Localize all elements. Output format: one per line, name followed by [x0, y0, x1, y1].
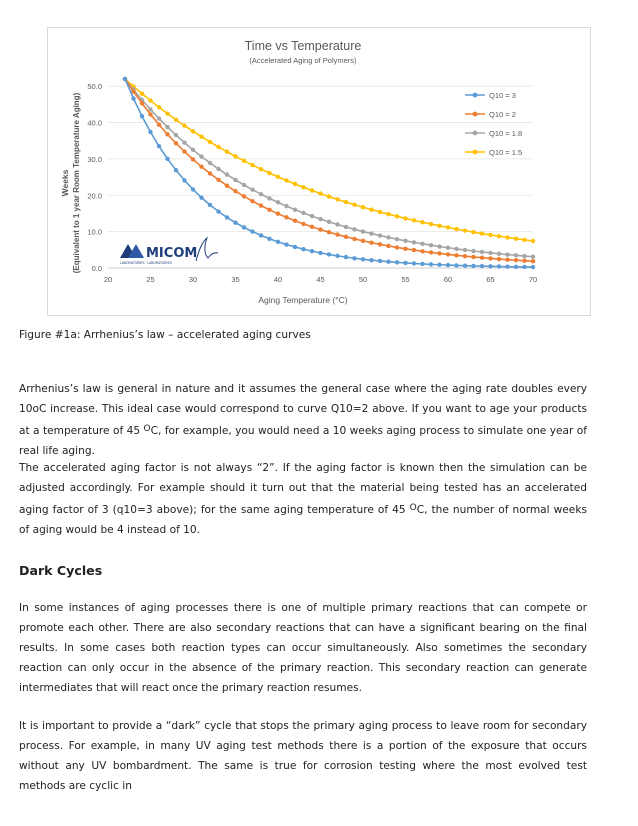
degree-symbol: O: [143, 424, 151, 434]
data-point: [369, 240, 373, 244]
data-point: [454, 227, 458, 231]
data-point: [293, 207, 297, 211]
data-point: [174, 168, 178, 172]
data-point: [233, 154, 237, 158]
data-point: [157, 144, 161, 148]
y-tick-label: 30.0: [87, 154, 102, 164]
data-point: [531, 239, 535, 243]
data-point: [369, 207, 373, 211]
data-point: [250, 163, 254, 167]
data-point: [174, 133, 178, 137]
y-axis-label: Weeks: [60, 169, 70, 197]
x-axis-label: Aging Temperature (°C): [258, 295, 348, 305]
data-point: [352, 227, 356, 231]
data-point: [165, 132, 169, 136]
y-tick-label: 0.0: [91, 264, 102, 273]
data-point: [395, 260, 399, 264]
data-point: [199, 135, 203, 139]
data-point: [386, 244, 390, 248]
data-point: [267, 237, 271, 241]
data-point: [318, 217, 322, 221]
y-tick-label: 20.0: [87, 191, 102, 201]
data-point: [148, 107, 152, 111]
data-point: [514, 258, 518, 262]
data-point: [497, 252, 501, 256]
y-tick-label: 50.0: [87, 82, 102, 92]
x-tick-label: 60: [443, 275, 453, 284]
data-point: [471, 264, 475, 268]
figure-caption: Figure #1a: Arrhenius’s law – accelerated aging curves: [19, 329, 311, 341]
data-point: [225, 183, 229, 187]
data-point: [293, 245, 297, 249]
x-tick-label: 55: [401, 275, 410, 284]
data-point: [412, 240, 416, 244]
data-point: [276, 240, 280, 244]
data-point: [420, 242, 424, 246]
data-point: [259, 233, 263, 237]
data-point: [335, 232, 339, 236]
data-point: [378, 233, 382, 237]
data-point: [369, 258, 373, 262]
data-point: [327, 252, 331, 256]
paragraph-text: C, for example, you would need a 10 weeks aging process to simulate one year of real life aging.: [19, 425, 587, 457]
data-point: [352, 256, 356, 260]
data-point: [284, 178, 288, 182]
degree-symbol: O: [409, 503, 417, 513]
data-point: [148, 98, 152, 102]
data-point: [259, 192, 263, 196]
data-point: [250, 199, 254, 203]
data-point: [335, 222, 339, 226]
data-point: [488, 264, 492, 268]
data-point: [344, 235, 348, 239]
data-point: [446, 225, 450, 229]
data-point: [386, 235, 390, 239]
data-point: [284, 204, 288, 208]
data-point: [505, 252, 509, 256]
x-tick-label: 20: [103, 275, 113, 284]
logo-subtext: LABORATORIES · LABORATOIRES: [120, 261, 172, 265]
data-point: [463, 254, 467, 258]
paragraph-arrhenius: [19, 379, 587, 461]
data-point: [522, 238, 526, 242]
chart-container: [47, 27, 591, 316]
data-point: [335, 197, 339, 201]
data-point: [216, 145, 220, 149]
data-point: [361, 229, 365, 233]
paragraph-text: Arrhenius’s law is general in nature and it assumes the general case where the aging rate doubles every 10oC increase. This ideal case would correspond to curve Q10=2 above. If you want to age your products at a temperature of 45: [19, 383, 587, 437]
data-point: [361, 205, 365, 209]
data-point: [488, 256, 492, 260]
data-point: [378, 242, 382, 246]
data-point: [216, 178, 220, 182]
data-point: [284, 242, 288, 246]
data-point: [403, 216, 407, 220]
data-point: [522, 254, 526, 258]
chart-subtitle: (Accelerated Aging of Polymers): [249, 56, 357, 65]
data-point: [429, 250, 433, 254]
data-point: [208, 203, 212, 207]
data-point: [301, 185, 305, 189]
data-point: [327, 194, 331, 198]
data-point: [505, 264, 509, 268]
data-point: [174, 141, 178, 145]
data-point: [505, 235, 509, 239]
data-point: [429, 262, 433, 266]
series-line: [125, 79, 533, 267]
data-point: [199, 164, 203, 168]
data-point: [242, 225, 246, 229]
time-vs-temperature-chart: [48, 28, 590, 315]
data-point: [267, 196, 271, 200]
data-point: [157, 122, 161, 126]
y-axis-sublabel: (Equivalent to 1 year Room Temperature Aging): [72, 92, 81, 274]
data-point: [157, 116, 161, 120]
data-point: [182, 178, 186, 182]
paragraph-text: The accelerated aging factor is not always “2”. If the aging factor is known then the simulation can be adjusted accordingly. For example should it turn out that the material being tested has an accelerated aging factor of 3 (q10=3 above); for the same aging temperature of 45: [19, 462, 587, 516]
data-point: [386, 212, 390, 216]
paragraph-dark-cycle-importance: It is important to provide a “dark” cycle that stops the primary aging process to leave room for secondary process. For example, in many UV aging test methods there is a portion of the exposure that occurs without any UV bombardment. The same is true for corrosion testing where the most evolved test methods are cyclic in: [19, 720, 587, 792]
legend-swatch-marker: [473, 93, 478, 98]
data-point: [471, 230, 475, 234]
data-point: [463, 263, 467, 267]
data-point: [412, 261, 416, 265]
section-heading: Dark Cycles: [19, 563, 103, 578]
data-point: [344, 225, 348, 229]
data-point: [514, 265, 518, 269]
data-point: [182, 123, 186, 127]
data-point: [310, 188, 314, 192]
data-point: [310, 249, 314, 253]
legend-swatch-marker: [473, 112, 478, 117]
data-point: [497, 264, 501, 268]
data-point: [403, 247, 407, 251]
data-point: [301, 222, 305, 226]
data-point: [301, 211, 305, 215]
data-point: [327, 220, 331, 224]
paragraph-aging-factor: [19, 458, 587, 540]
data-point: [199, 154, 203, 158]
data-point: [284, 215, 288, 219]
data-point: [250, 187, 254, 191]
paragraph-text: C, the number of normal weeks of aging would be 4 instead of 10.: [19, 504, 587, 536]
data-point: [420, 220, 424, 224]
data-point: [259, 167, 263, 171]
data-point: [216, 209, 220, 213]
data-point: [157, 105, 161, 109]
legend-label: Q10 = 2: [489, 110, 516, 119]
data-point: [165, 111, 169, 115]
legend-label: Q10 = 3: [489, 91, 516, 100]
data-point: [437, 244, 441, 248]
data-point: [276, 200, 280, 204]
data-point: [208, 161, 212, 165]
data-point: [242, 183, 246, 187]
data-point: [531, 259, 535, 263]
data-point: [250, 229, 254, 233]
logo-signature-icon: [196, 238, 218, 261]
data-point: [420, 262, 424, 266]
data-point: [225, 172, 229, 176]
data-point: [378, 210, 382, 214]
legend-swatch-marker: [473, 150, 478, 155]
data-point: [497, 234, 501, 238]
data-point: [446, 246, 450, 250]
data-point: [352, 237, 356, 241]
y-tick-label: 40.0: [87, 118, 102, 128]
data-point: [395, 237, 399, 241]
data-point: [488, 251, 492, 255]
data-point: [403, 261, 407, 265]
data-point: [463, 228, 467, 232]
data-point: [310, 225, 314, 229]
data-point: [140, 91, 144, 95]
data-point: [140, 114, 144, 118]
data-point: [480, 264, 484, 268]
data-point: [148, 130, 152, 134]
legend: [465, 91, 522, 157]
series-layer: [123, 77, 535, 270]
data-point: [216, 167, 220, 171]
data-point: [310, 214, 314, 218]
data-point: [225, 150, 229, 154]
data-point: [531, 265, 535, 269]
data-point: [165, 157, 169, 161]
data-point: [412, 218, 416, 222]
data-point: [471, 249, 475, 253]
data-point: [412, 248, 416, 252]
data-point: [395, 245, 399, 249]
data-point: [318, 227, 322, 231]
data-point: [267, 208, 271, 212]
data-point: [276, 175, 280, 179]
x-tick-label: 70: [528, 275, 538, 284]
data-point: [318, 191, 322, 195]
data-point: [471, 255, 475, 259]
series-line: [125, 79, 533, 241]
data-point: [191, 148, 195, 152]
data-point: [259, 203, 263, 207]
data-point: [522, 265, 526, 269]
data-point: [352, 203, 356, 207]
data-point: [480, 256, 484, 260]
data-point: [182, 149, 186, 153]
data-point: [454, 247, 458, 251]
data-point: [505, 257, 509, 261]
data-point: [123, 77, 127, 81]
data-point: [378, 259, 382, 263]
data-point: [344, 255, 348, 259]
data-point: [140, 101, 144, 105]
data-point: [318, 251, 322, 255]
x-tick-label: 30: [188, 275, 198, 284]
data-point: [225, 215, 229, 219]
data-point: [191, 129, 195, 133]
data-point: [480, 231, 484, 235]
data-point: [488, 233, 492, 237]
data-point: [514, 253, 518, 257]
data-point: [148, 112, 152, 116]
data-point: [531, 255, 535, 259]
data-point: [208, 140, 212, 144]
data-point: [361, 239, 365, 243]
data-point: [267, 171, 271, 175]
data-point: [386, 260, 390, 264]
x-tick-label: 45: [316, 275, 325, 284]
data-point: [165, 125, 169, 129]
data-point: [446, 252, 450, 256]
data-point: [242, 194, 246, 198]
data-point: [242, 159, 246, 163]
data-point: [182, 140, 186, 144]
data-point: [293, 219, 297, 223]
data-point: [429, 243, 433, 247]
y-tick-label: 10.0: [87, 227, 102, 237]
legend-label: Q10 = 1.8: [489, 129, 523, 138]
data-point: [276, 211, 280, 215]
data-point: [208, 171, 212, 175]
x-tick-label: 40: [273, 275, 283, 284]
data-point: [454, 253, 458, 257]
data-point: [191, 187, 195, 191]
data-point: [191, 157, 195, 161]
data-point: [437, 224, 441, 228]
data-point: [233, 220, 237, 224]
x-tick-label: 25: [146, 275, 155, 284]
data-point: [514, 237, 518, 241]
data-point: [131, 96, 135, 100]
x-tick-label: 65: [486, 275, 495, 284]
data-point: [446, 263, 450, 267]
data-point: [344, 200, 348, 204]
data-point: [199, 195, 203, 199]
data-point: [463, 248, 467, 252]
x-tick-label: 35: [231, 275, 240, 284]
data-point: [233, 189, 237, 193]
legend-swatch-marker: [473, 131, 478, 136]
data-point: [454, 263, 458, 267]
data-point: [233, 178, 237, 182]
micom-logo: [120, 238, 218, 265]
data-point: [293, 182, 297, 186]
data-point: [335, 254, 339, 258]
x-tick-label: 50: [358, 275, 368, 284]
data-point: [327, 230, 331, 234]
data-point: [437, 263, 441, 267]
paragraph-dark-cycles: In some instances of aging processes there is one of multiple primary reactions that can compete or promote each other. There are also secondary reactions that can have a significant bearing on the final results. In some cases both reaction types can occur simultaneously. Also sometimes the secondary reaction can only occur in the absence of the primary reaction. This secondary reaction can generate intermediates that will react once the primary reaction resumes.: [19, 602, 587, 694]
legend-label: Q10 = 1.5: [489, 148, 523, 157]
data-point: [480, 250, 484, 254]
data-point: [437, 251, 441, 255]
data-point: [361, 257, 365, 261]
data-point: [369, 231, 373, 235]
data-point: [395, 214, 399, 218]
data-point: [301, 247, 305, 251]
data-point: [403, 239, 407, 243]
data-point: [497, 257, 501, 261]
data-point: [522, 259, 526, 263]
data-point: [420, 249, 424, 253]
data-point: [174, 118, 178, 122]
data-point: [429, 222, 433, 226]
chart-title: Time vs Temperature: [244, 39, 362, 53]
logo-text: MICOM: [146, 246, 198, 261]
